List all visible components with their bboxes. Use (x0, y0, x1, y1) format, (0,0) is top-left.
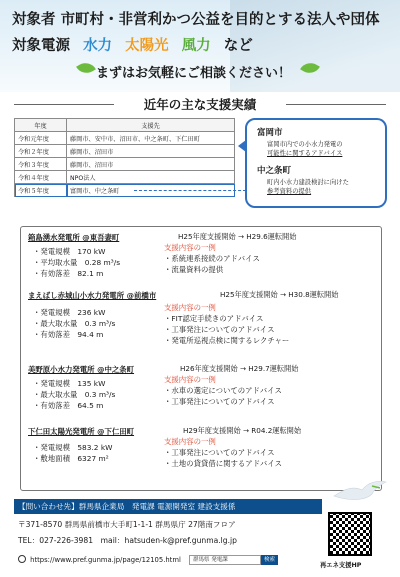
plant-specs (33, 442, 112, 464)
support-item: ・水車の選定についてのアドバイス (164, 386, 282, 395)
qr-code[interactable] (328, 512, 372, 556)
support-item: ・FIT認定手続きのアドバイス (164, 314, 264, 323)
target-text: 市町村・非営利かつ公益を目的とする法人や団体 (60, 12, 380, 28)
contact-url-row (18, 555, 278, 565)
cell-recipient: NPO法人 (67, 171, 235, 184)
source-wind: 風力 (181, 38, 211, 54)
spec-item: ・最大取水量 0.3 m³/s (33, 319, 116, 328)
source-solar: 太陽光 (125, 38, 169, 54)
callout-desc-line: 町内小水力建設検討に向けた (267, 179, 349, 186)
table-row (15, 171, 235, 184)
support-item: ・工事発注についてのアドバイス (164, 448, 275, 457)
spec-item: ・発電規模 583.2 kW (33, 443, 113, 452)
plant-card (28, 364, 378, 410)
plant-period: H25年度支援開始 → H29.6運転開始 (178, 232, 297, 241)
spec-item: ・有効落差 94.4 m (33, 330, 104, 339)
contact-tel-mail: TEL：027-226-3981 mail：hatsuden-k@pref.gunma.lg.jp (18, 536, 237, 545)
consultation-cta: まずはお気軽にご相談ください！ (96, 66, 292, 81)
table-row (15, 158, 235, 171)
section-title-text: 近年の主な支援実績 (143, 97, 257, 112)
contact-address: 〒371-8570 群馬県前橋市大手町1-1-1 群馬県庁 27階南フロア (18, 520, 236, 529)
plant-support (164, 436, 282, 469)
callout-desc-nakanojo (267, 178, 349, 196)
support-heading: 支援内容の一例 (164, 243, 216, 252)
cell-recipient: 藤岡市、沼田市 (67, 145, 235, 158)
header-banner (0, 0, 400, 92)
cell-year: 令和５年度 (15, 184, 67, 197)
callout-desc-tomioka (267, 140, 343, 158)
support-heading: 支援内容の一例 (164, 375, 216, 384)
plant-name: まえばし赤城山小水力発電所 @前橋市 (28, 291, 157, 300)
plant-specs (33, 378, 115, 411)
cell-recipient: 藤岡市、沼田市 (67, 158, 235, 171)
support-heading: 支援内容の一例 (164, 437, 216, 446)
contact-section (14, 499, 322, 573)
spec-item: ・発電規模 170 kW (33, 247, 106, 256)
title-rule-right (286, 104, 386, 105)
source-water: 水力 (83, 38, 113, 54)
contact-url-link[interactable]: https://www.pref.gunma.jp/page/12105.html (30, 556, 181, 564)
target-label: 対象者 (12, 12, 56, 28)
plant-card (28, 232, 378, 278)
table-row (15, 145, 235, 158)
source-line (12, 34, 261, 55)
spec-item: ・有効落差 82.1 m (33, 269, 104, 278)
table-row (15, 132, 235, 145)
cell-year: 令和２年度 (15, 145, 67, 158)
cell-year: 令和元年度 (15, 132, 67, 145)
spec-item: ・発電規模 135 kW (33, 379, 106, 388)
callout-city-tomioka: 富岡市 (257, 128, 283, 138)
callout-desc-line: 富岡市内での小水力発電の (267, 141, 343, 148)
support-item: ・工事発注についてのアドバイス (164, 397, 275, 406)
callout-desc-line: 参考資料の提供 (267, 188, 312, 195)
cell-year: 令和４年度 (15, 171, 67, 184)
plant-support (164, 374, 282, 407)
cell-year: 令和３年度 (15, 158, 67, 171)
qr-caption: 再エネ支援HP (320, 562, 362, 569)
spec-item: ・平均取水量 0.28 m³/s (33, 258, 121, 267)
header-year: 年度 (15, 119, 67, 132)
support-item: ・系統連系接続のアドバイス (164, 254, 260, 263)
support-item: ・発電所巡視点検に関するレクチャー (164, 336, 290, 345)
globe-icon (18, 555, 26, 563)
callout-city-nakanojo: 中之条町 (257, 166, 292, 176)
plant-name: 箱島湧水発電所 @東吾妻町 (28, 233, 120, 242)
plant-period: H26年度支援開始 → H29.7運転開始 (180, 364, 299, 373)
plant-name: 美野原小水力発電所 @中之条町 (28, 365, 135, 374)
support-item: ・流量資料の提供 (164, 265, 224, 274)
spec-item: ・最大取水量 0.3 m³/s (33, 390, 116, 399)
plant-name: 下仁田太陽光発電所 @下仁田町 (28, 427, 135, 436)
plant-period: H25年度支援開始 → H30.8運転開始 (220, 290, 339, 299)
target-line (12, 8, 380, 29)
support-results-table (14, 118, 235, 197)
search-input[interactable]: 群馬県 発電課 (189, 555, 261, 565)
spec-item: ・発電規模 236 kW (33, 308, 106, 317)
search-button[interactable]: 検索 (261, 555, 278, 565)
plant-specs (33, 307, 115, 340)
contact-heading: 【問い合わせ先】群馬県企業局 発電課 電源開発室 建設支援係 (14, 499, 322, 514)
source-etc: など (223, 38, 253, 54)
support-item: ・工事発注についてのアドバイス (164, 325, 275, 334)
callout-desc-line: 可能性に関するアドバイス (267, 150, 343, 157)
plant-specs (33, 246, 120, 279)
source-label: 対象電源 (12, 38, 70, 54)
plant-period: H29年度支援開始 → R04.2運転開始 (183, 426, 302, 435)
table-header-row (15, 119, 235, 132)
plant-card (28, 426, 378, 468)
support-heading: 支援内容の一例 (164, 303, 216, 312)
support-item: ・土地の貸貸借に関するアドバイス (164, 459, 283, 468)
plant-list (20, 226, 382, 491)
leaf-icon-left (76, 59, 96, 77)
spec-item: ・敷地面積 6327 m² (33, 454, 109, 463)
dove-icon (332, 478, 388, 504)
plant-support (164, 242, 260, 275)
plant-support (164, 302, 289, 346)
plant-card (28, 290, 378, 345)
cell-recipient: 藤岡市、安中市、沼田市、中之条町、下仁田町 (67, 132, 235, 145)
callout-connector (134, 190, 246, 191)
spec-item: ・有効落差 64.5 m (33, 401, 104, 410)
cell-recipient: 富岡市、中之条町 (67, 184, 235, 197)
header-recipient: 支援先 (67, 119, 235, 132)
recent-support-callout (245, 118, 387, 208)
section-title (14, 95, 386, 113)
